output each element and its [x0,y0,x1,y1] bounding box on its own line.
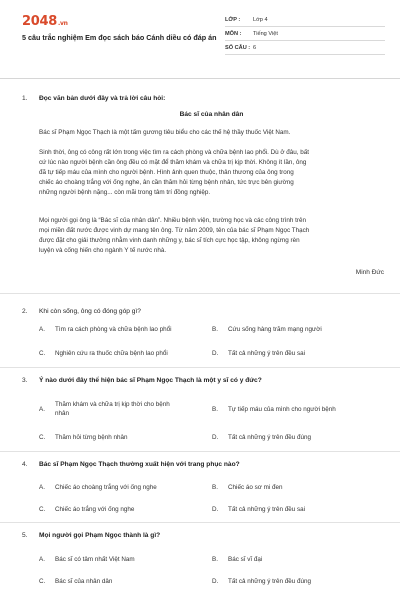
question-text: Mọi người gọi Phạm Ngọc thành là gì? [39,532,161,539]
option-label: A. [39,326,45,333]
question-text: Bác sĩ Phạm Ngọc Thạch thường xuất hiện với trang phục nào? [39,461,240,468]
meta-key: MÔN : [225,30,242,37]
page-header [0,0,400,78]
option-label: D. [212,434,219,441]
meta-key: SỐ CÂU : [225,44,251,51]
question-text: Khi còn sống, ông có đóng góp gì? [39,308,141,315]
option-text: Chiếc áo sơ mi đen [228,484,283,491]
passage-line: mọi miền đất nước được vinh dự mang tên ông. Từ năm 2009, tên của bác sĩ Phạm Ngọc Thạch [39,227,310,234]
passage-line: Bác sĩ Phạm Ngọc Thạch là một tấm gương tiêu biểu cho các thế hệ thầy thuốc Việt Nam. [39,129,291,136]
header-divider [0,78,400,79]
meta-value: Tiếng Việt [253,30,278,37]
passage-paragraph-1 [39,128,384,138]
passage-line: cứ lúc nào người bệnh cần ông đều có mặt để thăm khám và chữa trị kịp thời. Không ít lần, ông [39,159,307,166]
option-text: Nghiên cứu ra thuốc chữa bệnh lao phổi [55,350,168,357]
question-number: 5. [22,532,28,539]
meta-info-table [225,13,385,55]
option-label: A. [39,405,45,413]
question-number: 3. [22,377,28,384]
passage-line: luyện và cống hiến cho ngành Y tế nước nhà. [39,247,167,254]
option-text-line: Thăm khám và chữa trị kịp thời cho bệnh [55,401,170,408]
option-label: D. [212,506,219,513]
option-label: B. [212,484,218,491]
option-label: B. [212,406,218,413]
option-label: D. [212,578,219,585]
passage-author: Minh Đức [355,269,384,276]
option-label: C. [39,434,46,441]
option-label: D. [212,350,219,357]
option-label: C. [39,578,46,585]
option-label: A. [39,556,45,563]
passage-line: những người bệnh nặng... còn mãi trong tâm trí đồng nghiệp. [39,189,211,196]
passage-paragraph-3 [39,216,384,256]
logo-suffix: .vn [57,20,68,27]
option-text: Chiếc áo trắng với ống nghe [55,506,135,513]
site-logo[interactable] [22,14,68,29]
meta-row-subject [225,27,385,41]
question-number: 1. [22,95,28,102]
meta-row-count [225,41,385,55]
option-text [55,400,215,418]
option-text: Bác sĩ có tâm nhất Việt Nam [55,556,135,563]
option-label: C. [39,506,46,513]
passage-paragraph-2 [39,148,384,198]
option-label: B. [212,556,218,563]
document-title: 5 câu trắc nghiệm Em đọc sách báo Cánh diều có đáp án [22,33,217,42]
question-divider [0,522,400,523]
passage-line: đã tự tiếp máu của mình cho người bệnh. Hình ảnh quen thuộc, thân thương của ông trong [39,169,294,176]
meta-value: Lớp 4 [253,16,268,23]
option-label: B. [212,326,218,333]
option-text: Bác sĩ vĩ đại [228,556,263,563]
option-label: C. [39,350,46,357]
option-text: Thăm hỏi từng bệnh nhân [55,434,128,441]
option-text: Tự tiếp máu của mình cho người bệnh [228,406,336,413]
question-text: Ý nào dưới đây thể hiện bác sĩ Phạm Ngọc Thạch là một y sĩ có y đức? [39,377,262,384]
option-text: Bác sĩ của nhân dân [55,578,113,585]
question-number: 4. [22,461,28,468]
logo-main: 2048 [22,14,57,29]
option-label: A. [39,484,45,491]
meta-value: 6 [253,44,257,51]
question-text: Đọc văn bản dưới đây và trả lời câu hỏi: [39,95,166,102]
option-text: Tìm ra cách phòng và chữa bệnh lao phổi [55,326,172,333]
option-text: Tất cả những ý trên đều đúng [228,578,311,585]
option-text: Tất cả những ý trên đều sai [228,350,306,357]
passage-line: Sinh thời, ông có công rất lớn trong việc tìm ra cách phòng và chữa bệnh lao phổi. Dù ở đâu, bất [39,149,310,156]
passage-title: Bác sĩ của nhân dân [179,111,244,118]
question-divider [0,451,400,452]
passage-line: Mọi người gọi ông là “Bác sĩ của nhân dân”. Nhiều bệnh viện, trường học và các công trình trên [39,217,306,224]
meta-key: LỚP : [225,16,241,23]
passage-line: được đặt cho giải thưởng nhằm vinh danh những y, bác sĩ tích cực học tập, không ngừng rèn [39,237,300,244]
option-text: Tất cả những ý trên đều sai [228,506,306,513]
question-divider [0,367,400,368]
question-number: 2. [22,308,28,315]
option-text: Tất cả những ý trên đều đúng [228,434,311,441]
passage-line: chiếc áo choàng trắng với ống nghe, ân cần thăm hỏi từng bệnh nhân, tức trực bên giường [39,179,294,186]
question-divider [0,293,400,294]
meta-row-class [225,13,385,27]
option-text: Chiếc áo choàng trắng với ống nghe [55,484,157,491]
option-text: Cứu sống hàng trăm mạng người [228,326,322,333]
option-text-line: nhân [55,410,70,417]
